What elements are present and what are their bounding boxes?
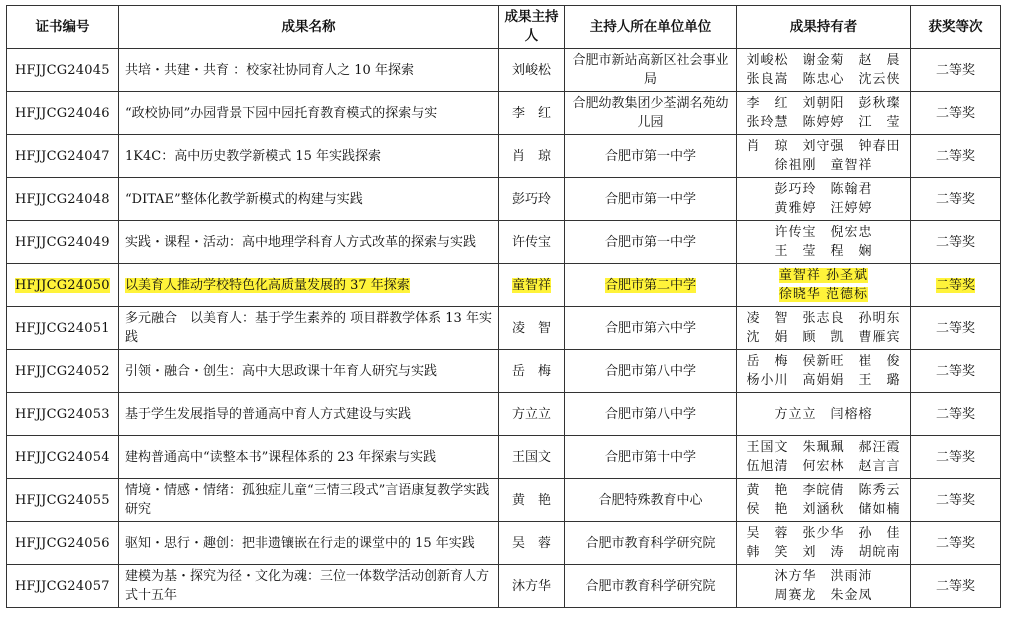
host-name: 刘峻松 bbox=[511, 62, 551, 78]
cert-number: HFJJCG24045 bbox=[15, 62, 110, 78]
holders-line-1: 童智祥 孙圣斌 bbox=[778, 268, 869, 283]
table-row bbox=[7, 307, 1001, 350]
award-cell bbox=[911, 221, 1001, 264]
title-cell bbox=[119, 565, 499, 608]
unit-name: 合肥市第二中学 bbox=[604, 277, 696, 293]
holders-cell bbox=[737, 479, 911, 522]
unit-name: 合肥市新站高新区社会事业局 bbox=[572, 53, 729, 87]
result-title: 引领・融合・创生：高中大思政课十年育人研究与实践 bbox=[125, 363, 438, 379]
holders-cell bbox=[737, 49, 911, 92]
holders-line-1: 黄 艳 李皖倩 陈秀云 bbox=[746, 483, 901, 498]
table-row bbox=[7, 264, 1001, 307]
host-name: 沐方华 bbox=[511, 578, 551, 594]
result-title: 多元融合 以美育人：基于学生素养的 项目群教学体系 13 年实践 bbox=[125, 311, 492, 345]
cert-number: HFJJCG24046 bbox=[15, 105, 110, 121]
header-row bbox=[7, 6, 1001, 49]
host-cell bbox=[499, 307, 565, 350]
holders-line-2: 徐晓华 范德标 bbox=[778, 287, 869, 302]
holders-line-2: 伍旭清 何宏林 赵言言 bbox=[746, 459, 901, 474]
holders-line-2: 张良嵩 陈忠心 沈云侠 bbox=[746, 72, 901, 87]
holders-line-2: 韩 笑 刘 涛 胡皖南 bbox=[746, 545, 901, 560]
holders-line-1: 许传宝 倪宏忠 bbox=[774, 225, 873, 240]
cert-number-cell bbox=[7, 307, 119, 350]
award-level: 二等奖 bbox=[935, 363, 975, 379]
holders-cell bbox=[737, 522, 911, 565]
holders-cell bbox=[737, 92, 911, 135]
unit-name: 合肥市教育科学研究院 bbox=[585, 535, 716, 551]
unit-cell bbox=[565, 479, 737, 522]
host-cell bbox=[499, 49, 565, 92]
result-title: 驱知・思行・趣创：把非遗镶嵌在行走的课堂中的 15 年实践 bbox=[125, 535, 475, 551]
award-cell bbox=[911, 436, 1001, 479]
result-title: 实践・课程・活动：高中地理学科育人方式改革的探索与实践 bbox=[125, 234, 477, 250]
holders-line-1: 彭巧玲 陈翰君 bbox=[774, 182, 873, 197]
cert-number-cell bbox=[7, 393, 119, 436]
header-holders: 成果持有者 bbox=[737, 6, 911, 49]
award-level: 二等奖 bbox=[935, 578, 975, 594]
table-row bbox=[7, 135, 1001, 178]
results-table bbox=[6, 5, 1001, 608]
holders-line-2: 沈 娟 顾 凯 曹雁宾 bbox=[746, 330, 901, 345]
host-name: 岳 梅 bbox=[511, 363, 551, 379]
award-level: 二等奖 bbox=[935, 277, 975, 293]
cert-number-cell bbox=[7, 135, 119, 178]
table-body bbox=[7, 49, 1001, 608]
host-name: 肖 琼 bbox=[511, 148, 551, 164]
holders-line-1: 吴 蓉 张少华 孙 佳 bbox=[746, 526, 901, 541]
award-level: 二等奖 bbox=[935, 320, 975, 336]
host-cell bbox=[499, 135, 565, 178]
holders-line-2: 黄雅婷 汪婷婷 bbox=[774, 201, 873, 216]
unit-cell bbox=[565, 264, 737, 307]
unit-name: 合肥市第八中学 bbox=[604, 406, 696, 422]
host-name: 黄 艳 bbox=[511, 492, 551, 508]
host-cell bbox=[499, 393, 565, 436]
cert-number-cell bbox=[7, 522, 119, 565]
cert-number: HFJJCG24052 bbox=[15, 363, 110, 379]
award-cell bbox=[911, 565, 1001, 608]
unit-cell bbox=[565, 565, 737, 608]
unit-cell bbox=[565, 436, 737, 479]
host-name: 王国文 bbox=[511, 449, 551, 465]
cert-number-cell bbox=[7, 479, 119, 522]
unit-cell bbox=[565, 522, 737, 565]
title-cell bbox=[119, 522, 499, 565]
result-title: “DITAE”整体化教学新模式的构建与实践 bbox=[125, 191, 363, 207]
result-title: 1K4C：高中历史教学新模式 15 年实践探索 bbox=[125, 148, 382, 164]
holders-line-1: 李 红 刘朝阳 彭秋璨 bbox=[746, 96, 901, 111]
award-cell bbox=[911, 92, 1001, 135]
holders-line-2: 侯 艳 刘涵秋 储如楠 bbox=[746, 502, 901, 517]
award-level: 二等奖 bbox=[935, 535, 975, 551]
award-cell bbox=[911, 178, 1001, 221]
header-host: 成果主持人 bbox=[499, 6, 565, 49]
cert-number: HFJJCG24048 bbox=[15, 191, 110, 207]
award-level: 二等奖 bbox=[935, 105, 975, 121]
unit-name: 合肥市第六中学 bbox=[604, 320, 696, 336]
holders-line-1: 岳 梅 侯新旺 崔 俊 bbox=[746, 354, 901, 369]
table-row bbox=[7, 393, 1001, 436]
cert-number: HFJJCG24049 bbox=[15, 234, 110, 250]
host-cell bbox=[499, 479, 565, 522]
result-title: 情境・情感・情绪：孤独症儿童“三情三段式”言语康复教学实践研究 bbox=[125, 483, 490, 517]
result-title: 建模为基・探究为径・文化为魂：三位一体数学活动创新育人方式十五年 bbox=[125, 569, 490, 603]
award-cell bbox=[911, 522, 1001, 565]
host-cell bbox=[499, 264, 565, 307]
host-cell bbox=[499, 350, 565, 393]
cert-number: HFJJCG24051 bbox=[15, 320, 110, 336]
result-title: “政校协同”办园背景下园中园托育教育模式的探索与实 bbox=[125, 105, 438, 121]
holders-cell bbox=[737, 264, 911, 307]
unit-name: 合肥市教育科学研究院 bbox=[585, 578, 716, 594]
unit-cell bbox=[565, 350, 737, 393]
host-cell bbox=[499, 178, 565, 221]
table-row bbox=[7, 92, 1001, 135]
title-cell bbox=[119, 135, 499, 178]
cert-number-cell bbox=[7, 436, 119, 479]
award-level: 二等奖 bbox=[935, 406, 975, 422]
host-cell bbox=[499, 436, 565, 479]
table-row bbox=[7, 49, 1001, 92]
host-name: 彭巧玲 bbox=[511, 191, 551, 207]
table-row bbox=[7, 479, 1001, 522]
award-cell bbox=[911, 393, 1001, 436]
unit-cell bbox=[565, 221, 737, 264]
table-row bbox=[7, 436, 1001, 479]
host-cell bbox=[499, 221, 565, 264]
host-name: 吴 蓉 bbox=[511, 535, 551, 551]
header-title: 成果名称 bbox=[119, 6, 499, 49]
title-cell bbox=[119, 479, 499, 522]
cert-number-cell bbox=[7, 221, 119, 264]
unit-cell bbox=[565, 307, 737, 350]
award-cell bbox=[911, 350, 1001, 393]
host-name: 许传宝 bbox=[511, 234, 551, 250]
title-cell bbox=[119, 49, 499, 92]
table-row bbox=[7, 565, 1001, 608]
award-level: 二等奖 bbox=[935, 492, 975, 508]
award-cell bbox=[911, 264, 1001, 307]
unit-cell bbox=[565, 393, 737, 436]
cert-number: HFJJCG24057 bbox=[15, 578, 110, 594]
cert-number: HFJJCG24054 bbox=[15, 449, 110, 465]
holders-cell bbox=[737, 565, 911, 608]
result-title: 建构普通高中“读整本书”课程体系的 23 年探索与实践 bbox=[125, 449, 437, 465]
holders-cell bbox=[737, 135, 911, 178]
award-level: 二等奖 bbox=[935, 191, 975, 207]
award-cell bbox=[911, 49, 1001, 92]
cert-number: HFJJCG24055 bbox=[15, 492, 110, 508]
unit-cell bbox=[565, 178, 737, 221]
holders-line-1: 方立立 闫榕榕 bbox=[774, 406, 873, 422]
award-level: 二等奖 bbox=[935, 449, 975, 465]
table-row bbox=[7, 178, 1001, 221]
holders-cell bbox=[737, 178, 911, 221]
award-level: 二等奖 bbox=[935, 234, 975, 250]
cert-number: HFJJCG24047 bbox=[15, 148, 110, 164]
holders-cell bbox=[737, 393, 911, 436]
result-title: 基于学生发展指导的普通高中育人方式建设与实践 bbox=[125, 406, 412, 422]
holders-cell bbox=[737, 350, 911, 393]
table-row bbox=[7, 350, 1001, 393]
header-cert-no: 证书编号 bbox=[7, 6, 119, 49]
holders-line-1: 凌 智 张志良 孙明东 bbox=[746, 311, 901, 326]
title-cell bbox=[119, 350, 499, 393]
award-cell bbox=[911, 135, 1001, 178]
cert-number-cell bbox=[7, 264, 119, 307]
unit-name: 合肥市第八中学 bbox=[604, 363, 696, 379]
award-cell bbox=[911, 307, 1001, 350]
holders-cell bbox=[737, 221, 911, 264]
host-cell bbox=[499, 522, 565, 565]
holders-cell bbox=[737, 307, 911, 350]
holders-line-1: 沐方华 洪雨沛 bbox=[774, 569, 873, 584]
holders-line-1: 刘峻松 谢金菊 赵 晨 bbox=[746, 53, 901, 68]
unit-cell bbox=[565, 92, 737, 135]
title-cell bbox=[119, 307, 499, 350]
header-award: 获奖等次 bbox=[911, 6, 1001, 49]
host-name: 凌 智 bbox=[511, 320, 551, 336]
holders-line-2: 杨小川 高娟娟 王 璐 bbox=[746, 373, 901, 388]
holders-cell bbox=[737, 436, 911, 479]
holders-line-1: 肖 琼 刘守强 钟春田 bbox=[746, 139, 901, 154]
cert-number-cell bbox=[7, 49, 119, 92]
table-row bbox=[7, 221, 1001, 264]
title-cell bbox=[119, 178, 499, 221]
unit-name: 合肥市第一中学 bbox=[604, 148, 696, 164]
unit-name: 合肥幼教集团少荃湖名苑幼儿园 bbox=[572, 96, 729, 130]
cert-number: HFJJCG24053 bbox=[15, 406, 110, 422]
header-unit: 主持人所在单位单位 bbox=[565, 6, 737, 49]
unit-name: 合肥市第一中学 bbox=[604, 191, 696, 207]
award-level: 二等奖 bbox=[935, 62, 975, 78]
award-cell bbox=[911, 479, 1001, 522]
cert-number-cell bbox=[7, 350, 119, 393]
host-cell bbox=[499, 92, 565, 135]
cert-number: HFJJCG24056 bbox=[15, 535, 110, 551]
title-cell bbox=[119, 264, 499, 307]
unit-name: 合肥市第十中学 bbox=[604, 449, 696, 465]
unit-cell bbox=[565, 49, 737, 92]
host-cell bbox=[499, 565, 565, 608]
title-cell bbox=[119, 436, 499, 479]
cert-number: HFJJCG24050 bbox=[15, 277, 110, 293]
award-level: 二等奖 bbox=[935, 148, 975, 164]
host-name: 方立立 bbox=[511, 406, 551, 422]
holders-line-1: 王国文 朱珮珮 郝汪霞 bbox=[746, 440, 901, 455]
unit-cell bbox=[565, 135, 737, 178]
results-table-container bbox=[6, 5, 1000, 608]
unit-name: 合肥特殊教育中心 bbox=[598, 492, 703, 508]
host-name: 童智祥 bbox=[511, 277, 551, 293]
cert-number-cell bbox=[7, 92, 119, 135]
title-cell bbox=[119, 221, 499, 264]
cert-number-cell bbox=[7, 178, 119, 221]
title-cell bbox=[119, 92, 499, 135]
title-cell bbox=[119, 393, 499, 436]
table-row bbox=[7, 522, 1001, 565]
holders-line-2: 周赛龙 朱金凤 bbox=[774, 588, 873, 603]
result-title: 以美育人推动学校特色化高质量发展的 37 年探索 bbox=[125, 277, 410, 293]
host-name: 李 红 bbox=[511, 105, 551, 121]
cert-number-cell bbox=[7, 565, 119, 608]
holders-line-2: 张玲慧 陈婷婷 江 莹 bbox=[746, 115, 901, 130]
holders-line-2: 徐祖刚 童智祥 bbox=[774, 158, 873, 173]
holders-line-2: 王 莹 程 娴 bbox=[774, 244, 873, 259]
unit-name: 合肥市第一中学 bbox=[604, 234, 696, 250]
result-title: 共培・共建・共育 ：校家社协同育人之 10 年探索 bbox=[125, 62, 414, 78]
